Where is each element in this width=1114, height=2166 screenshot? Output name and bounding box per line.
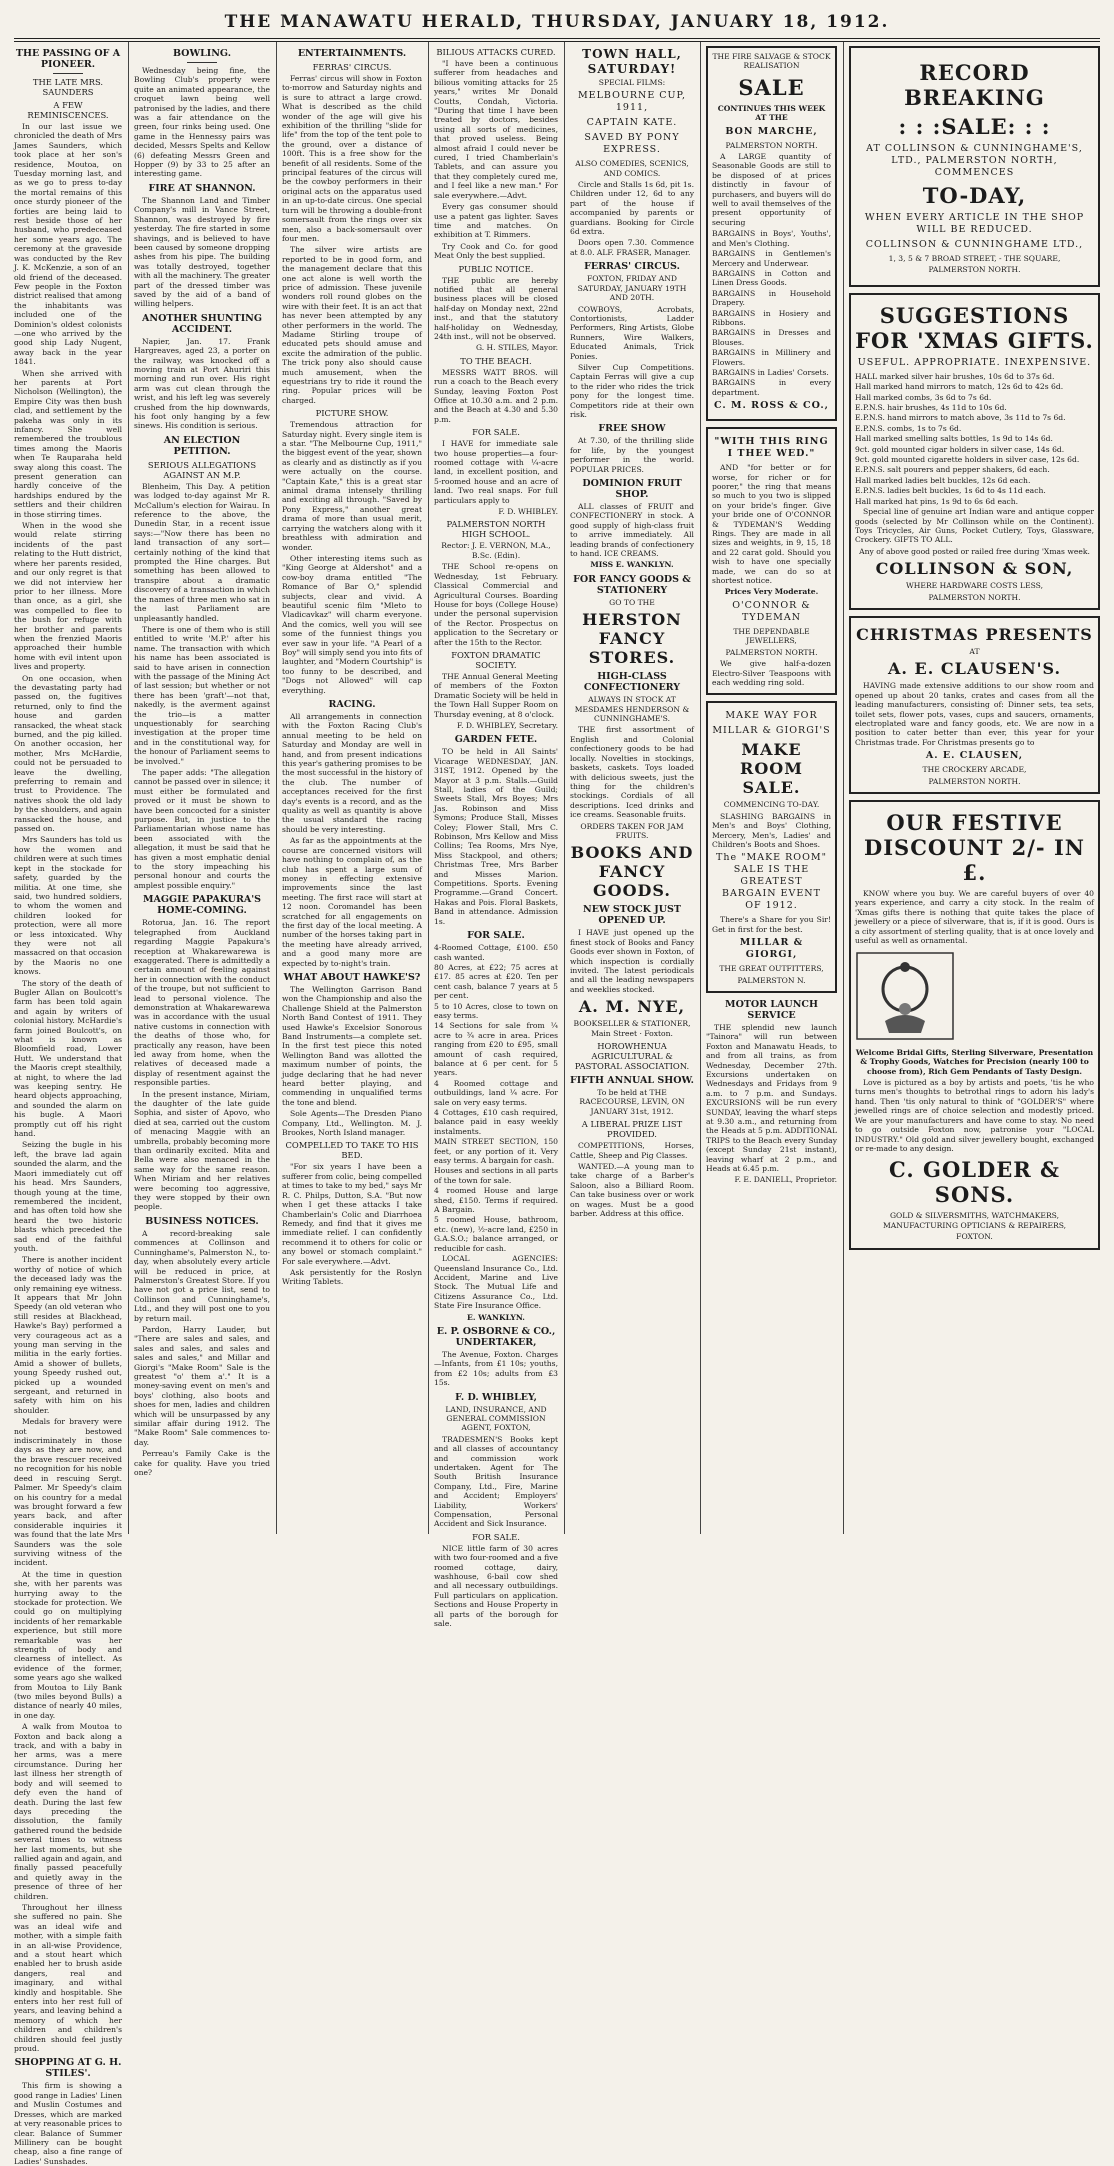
list-item: E.P.N.S. ladies belt buckles, 1s 6d to 4s 11d each.	[855, 486, 1046, 496]
ad-heading: AT COLLINSON & CUNNINGHAME'S, LTD., PALMERSTON NORTH, COMMENCES	[866, 143, 1083, 178]
ad-paragraph: Silver Cup Competitions. Captain Ferras will give a cup to the rider who rides the trick pony for the longest time. Competitors ride at their own risk.	[570, 362, 694, 419]
headline-business: BUSINESS NOTICES.	[145, 1215, 259, 1227]
ad-paragraph: COWBOYS, Acrobats, Contortionists, Ladder Performers, Ring Artists, Globe Runners, Wire Walkers, Educated Animals, Trick Ponies.	[570, 304, 694, 361]
subhead: PICTURE SHOW.	[315, 408, 389, 419]
ad-heading: PALMERSTON NORTH.	[928, 265, 1021, 275]
ad-heading: CONTINUES THIS WEEK AT THE	[717, 103, 826, 123]
article-paragraph: Throughout her illness she suffered no pain. She was an ideal wife and mother, with a simple faith in an all-wise Providence, and a stout heart which enabled her to brush aside dangers, real and imaginary, and withal kindly and hospitable. She enters into her rest full of years, and leaving behind a memory of which her children and children's children should feel justly proud.	[14, 1902, 122, 2054]
article-paragraph: Medals for bravery were not bestowed indiscriminately in those days as they are now, and the brave rescuer received no recognition for his noble deed in rescuing Sergt. Palmer. Mr Speedy's claim on his country for a medal was brought forward a few years back, and after considerable inquiries it was found that the late Mrs Saunders was the sole surviving witness of the incident.	[14, 1417, 122, 1568]
list-item: BARGAINS in Gentlemen's Mercery and Underwear.	[712, 249, 831, 268]
ad-heading: 1, 3, 5 & 7 BROAD STREET, - THE SQUARE,	[888, 254, 1061, 263]
article-paragraph: Rotorua, Jan. 16. The report telegraphed from Auckland regarding Maggie Papakura's reception at Whakarewarewa is exaggerated. There is admittedly a certain amount of feeling against her in connection with the conduct of the troupe, but not sufficient to lead to personal violence. The demonstration at Whakarewarewa was in accordance with the usual native customs in connection with the deaths of those who, for practically any reason, have been led away from home, when the relatives of deceased made a display of resentment against the responsible parties.	[134, 918, 270, 1088]
headline-entertainments: ENTERTAINMENTS.	[297, 48, 407, 59]
ad-paragraph: THE School re-opens on Wednesday, 1st February. Classical Commercial and Agricultural Courses. Boarding House for boys (College House) under the personal supervision of the Rector. Prospectus on application to the Secretary or after the 15th to the Rector.	[434, 562, 558, 647]
ad-paragraph: I HAVE just opened up the finest stock of Books and Fancy Goods ever shown in Foxton, of which inspection is cordially invited. The latest periodicals and all the leading newspapers and weeklies stocked.	[570, 928, 694, 994]
column-divider	[276, 42, 277, 1534]
headline-petition: AN ELECTION PETITION.	[163, 434, 241, 457]
list-item: BARGAINS in Ladies' Corsets.	[712, 367, 829, 377]
column-divider	[843, 42, 844, 1534]
ad-paragraph: MESSRS WATT BROS. will run a coach to the Beach every Sunday, leaving Foxton Post Office at 10.30 a.m. and 2 p.m. and the Beach at 4.30 and 5.30 p.m.	[434, 367, 558, 424]
article-paragraph: When she arrived with her parents at Port Nicholson (Wellington), the Empire City was then bush clad, and settlement by the pakeha was only in its infancy. She well remembered the troublous times among the Maoris when Te Rauparaha held sway along this coast. The present generation can hardly conceive of the hardships endured by the settlers and their children in those stirring times.	[14, 368, 122, 519]
column-divider	[700, 42, 701, 1534]
ad-heading: MAKE WAY FOR	[725, 710, 818, 722]
headline-stiles: SHOPPING AT G. H. STILES'.	[14, 2057, 122, 2080]
signature: F. E. DANIELL, Proprietor.	[734, 1175, 837, 1185]
subhead: THE LATE MRS. SAUNDERS	[32, 77, 104, 97]
list-item: E.P.N.S. combs, 1s to 7s 6d.	[855, 423, 962, 433]
ad-paragraph: HAVING made extensive additions to our show room and opened up about 20 tanks, crates and cases from all the leading manufacturers, consisting of: Dinner sets, tea sets, toilet sets, flower pots, vases, cups and saucers, ornaments, electroplated ware and fancy goods, etc. We are now in a position to cater better than ever, this year for your Christmas trade. For Christmas presents go to	[855, 681, 1094, 747]
clausen-signature: A. E. CLAUSEN,	[925, 750, 1024, 762]
ad-paragraph: I HAVE for immediate sale two house properties—a four-roomed cottage with ¼-acre land, in excellent position, and 5-roomed house and an acre of land. Two real snaps. For full particulars apply to	[434, 439, 558, 505]
subhead: SERIOUS ALLEGATIONS AGAINST AN M.P.	[147, 459, 257, 480]
article-paragraph: This firm is showing a good range in Ladies' Linen and Muslin Costumes and Dresses, which are marked at very reasonable prices to clear. Balance of Summer Millinery can be bought cheap, also a fine range of Ladies' Sunshades.	[14, 2081, 122, 2166]
subhead: PUBLIC NOTICE.	[458, 263, 534, 274]
ad-heading: COMMENCING TO-DAY.	[723, 800, 820, 810]
ad-heading: AT	[969, 646, 980, 656]
ad-paragraph: COMPETITIONS, Horses, Cattle, Sheep and Pig Classes.	[570, 1141, 694, 1160]
list-item: HALL marked silver hair brushes, 10s 6d to 37s 6d.	[855, 371, 1055, 381]
headline-circus: FERRAS' CIRCUS.	[584, 261, 680, 273]
show-details: To be held at THE RACECOURSE, LEVIN, ON JANUARY 31st, 1912.	[579, 1088, 685, 1116]
article-paragraph: There is another incident worthy of notice of which the deceased lady was the only remaining eye witness. It appears that Mr John Speedy (an old veteran who still resides at Blackhead, Hawke's Bay) performed a very courageous act as a young man serving in the militia in the early forties. Amid a shower of bullets, young Speedy rushed out, picked up a wounded sergeant, and returned in safety with him on his shoulder.	[14, 1255, 122, 1415]
list-item: MAIN STREET SECTION, 150 feet, or any portion of it. Very easy terms. A bargain for cash.	[434, 1137, 558, 1166]
subhead-small: Rector: J. E. VERNON, M.A., B.Sc. (Edin).	[441, 541, 551, 560]
headline-bowling: BOWLING.	[172, 48, 232, 59]
herston-title: HERSTON FANCY STORES.	[582, 610, 682, 668]
subhead: PALMERSTON NORTH HIGH SCHOOL.	[446, 519, 546, 540]
article-paragraph: Sole Agents—The Dresden Piano Company, Ltd., Wellington. M. J. Brookes, North Island manager.	[282, 1109, 422, 1138]
list-item: BARGAINS in every department.	[712, 378, 831, 397]
column-divider	[564, 42, 565, 1534]
list-item: 4-Roomed Cottage, £100. £50 cash wanted.	[434, 943, 558, 962]
ad-paragraph: THE public are hereby notified that all general business places will be closed half-day on Monday next, 22nd inst., and that the statutory half-holiday on Wednesday, 24th inst., will not be observed.	[434, 275, 558, 341]
signature: F. D. WHIBLEY, Secretary.	[457, 720, 558, 730]
subhead: FERRAS' CIRCUS.	[312, 62, 392, 72]
headline-pioneer: THE PASSING OF A PIONEER.	[15, 48, 121, 70]
saturday-title: SATURDAY!	[587, 62, 677, 77]
signature: E. WANKLYN.	[467, 1312, 525, 1322]
clausen-ad	[849, 616, 1100, 794]
headline-papakura: MAGGIE PAPAKURA'S HOME-COMING.	[143, 894, 261, 917]
ad-heading: PALMERSTON NORTH.	[928, 776, 1021, 786]
list-item: Houses and sections in all parts of the town for sale.	[434, 1166, 558, 1185]
column-divider	[128, 42, 129, 1534]
masthead-rule	[14, 38, 1100, 39]
headline-hawkes: WHAT ABOUT HAWKE'S?	[283, 971, 421, 983]
ad-heading: PALMERSTON NORTH.	[725, 140, 818, 150]
fire-salvage-ad	[706, 46, 837, 421]
article-paragraph: Pardon, Harry Lauder, but "There are sales and sales, and sales and sales, and sales and sales and sales," and Millar and Giorgi's "Make Room" Sale is the greatest "o' them a'." It is a money-saving event on men's and boys' clothing, also boots and shoes for men, ladies and children which will be unsurpassed by any similar affair during 1912. The "Make Room" Sale commences to-day.	[134, 1324, 270, 1447]
list-item: BARGAINS in Cotton and Linen Dress Goods.	[712, 268, 831, 288]
subhead: BILIOUS ATTACKS CURED.	[436, 47, 556, 57]
ad-paragraph: THE Annual General Meeting of members of the Foxton Dramatic Society will be held in the Town Hall Supper Room on Thursday evening, at 8 o'clock.	[434, 671, 558, 719]
headline-racing: RACING.	[328, 699, 376, 710]
ad-paragraph: Doors open 7.30. Commence at 8.0. ALF. FRASER, Manager.	[570, 238, 694, 257]
headline-confectionery: HIGH-CLASS CONFECTIONERY	[583, 671, 681, 694]
ad-heading: USEFUL. APPROPRIATE. INEXPENSIVE.	[857, 356, 1092, 368]
article-paragraph: At the time in question she, with her parents was hurrying away to the stockade for protection. We could go on multiplying incidents of her remarkable experience, but still more remarkable was her strength of body and clearness of intellect. As evidence of the former, some years ago she walked from Moutoa to Lily Bank (two miles beyond Bulls) a distance of nearly 40 miles, in one day.	[14, 1569, 122, 1720]
article-paragraph: "For six years I have been a sufferer from colic, being compelled at times to take to my bed," says Mr R. C. Philps, Dutton, S.A. "But now when I get these attacks I take Chamberlain's Colic and Diarrhoea Remedy, and find that it gives me immediate relief. I can confidently recommend it to others for colic or any bowel or stomach complaint." For sale everywhere.—Advt.	[282, 1162, 422, 1266]
column-7	[849, 44, 1100, 1534]
headline-accident: ANOTHER SHUNTING ACCIDENT.	[142, 312, 262, 335]
ad-paragraph: "I have been a continuous sufferer from headaches and bilious vomiting attacks for 25 years," writes Mr Donald Coutts, Condah, Victoria. "During that time I have been treated by doctors, besides using all sorts of medicines, that proved useless. Being almost afraid I could never be cured, I tried Chamberlain's Tablets, and can assure you that they completely cured me, and I feel like a new man." For sale everywhere.—Advt.	[434, 59, 558, 200]
subhead: FOXTON DRAMATIC SOCIETY.	[451, 649, 541, 670]
cupid-ring-illustration-icon	[855, 951, 955, 1041]
article-paragraph: Ask persistently for the Roslyn Writing Tablets.	[282, 1267, 422, 1287]
subhead: HOROWHENUA AGRICULTURAL & PASTORAL ASSOCIATION.	[574, 1041, 690, 1071]
column-6	[706, 44, 837, 1534]
subhead-small: FOXTON, FRIDAY AND SATURDAY, JANUARY 19TH AND 20TH.	[577, 274, 687, 303]
article-paragraph: Tremendous attraction for Saturday night. Every single item is a star. "The Melbourne Cup, 1911," the biggest event of the year, shown as clearly and as distinctly as if you were actually on the course. "Captain Kate," this is a great star animal drama intensely thrilling and exciting all through. "Saved by Pony Express," another great drama of more than usual merit, carrying the watchers along with it breathless with admiration and wonder.	[282, 420, 422, 552]
ad-paragraph: The Avenue, Foxton. Charges—Infants, from £1 10s; youths, from £2 10s; adults from £3 15s.	[434, 1349, 558, 1388]
special-films: SPECIAL FILMS:	[598, 77, 666, 87]
record-title: RECORD BREAKING	[904, 60, 1045, 110]
collinson-son: COLLINSON & SON,	[875, 559, 1074, 579]
article-paragraph: The paper adds: "The allegation cannot be passed over in silence; it must either be formulated and proved or it must be shown to have been concocted for a sinister purpose. But, in justice to the Parliamentarian whose name has been associated with the allegation, it must be said that he has given a most emphatic denial to the story impeaching his personal honour and courts the amplest possible enquiry."	[134, 768, 270, 890]
article-paragraph: As far as the appointments at the course are concerned visitors will have nothing to complain of, as the club has spent a large sum of money in effecting extensive improvements since the last meeting. The first race will start at 12 noon. Coromandel has been scratched for all engagements on the first day of the local meeting. A number of the horses taking part in the meeting have already arrived, and a good many more are expected by to-night's train.	[282, 836, 422, 968]
film-title: MELBOURNE CUP, 1911,	[577, 90, 687, 114]
subhead-small: ORDERS TAKEN FOR JAM FRUITS.	[580, 821, 684, 840]
list-item: Hall marked hand mirrors to match, 12s 6d to 42s 6d.	[855, 382, 1064, 392]
clausen-title: A. E. CLAUSEN'S.	[887, 659, 1062, 679]
article-paragraph: Perreau's Family Cake is the cake for quality. Have you tried one?	[134, 1449, 270, 1478]
ad-heading: PALMERSTON N.	[737, 975, 806, 985]
headline-freeshow: FREE SHOW	[598, 423, 666, 435]
ad-paragraph: Circle and Stalls 1s 6d, pit 1s. Children under 12, 6d to any part of the house if accompanied by parents or guardians. Booking for Circle 6d extra.	[570, 180, 694, 237]
subhead: TO THE BEACH.	[460, 355, 532, 366]
ad-paragraph: ALL classes of FRUIT and CONFECTIONERY in stock. A good supply of high-class fruit to arrive immediately. All leading brands of confectionery to hand. ICE CREAMS.	[570, 502, 694, 559]
article-paragraph: A record-breaking sale commences at Collinson and Cunninghame's, Palmerston N., to-day, when absolutely every article will be reduced in price, at Palmerston's Greatest Store. If you have not got a price list, send to Collinson and Cunninghame's, Ltd., and they will post one to you by return mail.	[134, 1228, 270, 1323]
article-paragraph: All arrangements in connection with the Foxton Racing Club's annual meeting to be held on Saturday and Monday are well in hand, and from present indications this year's gathering promises to be the most successful in the history of the club. The number of acceptances received for the first day's events is a record, and as the quality as well as quantity is above the usual standard the racing should be very interesting.	[282, 712, 422, 834]
article-paragraph: Other interesting items such as "King George at Aldershot" and a cow-boy drama entitled "The Romance of Bar O," splendid subjects, clear and vivid. A beautiful scenic film "Mleto to Vladicavkaz" will charm everyone. And the comics, well you will see some of the funniest things you ever saw in your life. "A Pearl of a Boy" will simply send you into fits of laughter, and "Modern Courtship" is too funny to be described, and "Dogs not Allowed" will cap everything.	[282, 553, 422, 695]
list-item: E.P.N.S. salt pourers and pepper shakers, 6d each.	[855, 465, 1050, 475]
record-breaking-ad	[849, 46, 1100, 287]
list-item: BARGAINS in Millinery and Flowers.	[712, 348, 831, 367]
list-item: 14 Sections for sale from ¼ acre to ¾ acre in area. Prices ranging from £20 to £95, small amount of cash required, balance at 6 per cent. for 5 years.	[434, 1021, 558, 1078]
signature: F. D. WHIBLEY.	[498, 507, 558, 517]
masthead-rule-2	[14, 41, 1100, 42]
suggestions-title: SUGGESTIONS FOR 'XMAS GIFTS.	[855, 302, 1094, 353]
subhead: FOR SALE.	[472, 1531, 520, 1542]
ad-heading: MILLAR & GIORGI,	[739, 937, 804, 961]
ad-paragraph: There's a Share for you Sir! Get in first for the best.	[712, 915, 831, 934]
list-item: E.P.N.S. hair brushes, 4s 11d to 10s 6d.	[855, 403, 1007, 413]
golder-title: C. GOLDER & SONS.	[889, 1157, 1060, 1208]
ad-paragraph: Love is pictured as a boy by artists and poets, 'tis he who turns men's thoughts to betrothal rings to adorn his lady's hand. Then 'tis only natural to think of "GOLDER'S" where jewelled rings are of choice selection and modestly priced. We are your manufacturers and have come to stay. No need to go outside Foxton now, patronise your "LOCAL INDUSTRY." Old gold and silver jewellery bought, exchanged or re-made to any design.	[855, 1078, 1094, 1153]
headline-launch: MOTOR LAUNCH SERVICE	[725, 998, 818, 1021]
subhead-small: ALWAYS IN STOCK AT MESDAMES HENDERSON & CUNNINGHAME'S.	[574, 695, 690, 724]
ad-heading: The "MAKE ROOM" SALE IS THE GREATEST BARGAIN EVENT OF 1912.	[716, 852, 827, 912]
article-paragraph: Napier, Jan. 17. Frank Hargreaves, aged 23, a porter on the railway, was knocked off a moving train at Port Ahuriri this morning and run over. His right arm was cut clean through the wrist, and his left leg was severely crushed from the hip downwards, his foot only hanging by a few sinews. His condition is serious.	[134, 336, 270, 431]
ad-heading: WHEN EVERY ARTICLE IN THE SHOP WILL BE REDUCED.	[864, 212, 1085, 235]
ad-paragraph: Special line of genuine art Indian ware and antique copper goods (selected by Mr Collinson while on the Continent). Toys Tricycles, Air Guns, Pocket Cutlery, Toys, Glassware, Crockery. GIFTS TO ALL.	[855, 507, 1094, 545]
list-item: Hall marked hat pins, 1s 9d to 6s 6d each.	[855, 496, 1019, 506]
ad-paragraph: LOCAL AGENCIES: Queensland Insurance Co., Ltd. Accident, Marine and Live Stock. The Mutual Life and Citizens Assurance Co., Ltd. State Fire Insurance Office.	[434, 1254, 558, 1311]
list-item: 4 roomed House and large shed, £150. Terms if required. A Bargain.	[434, 1186, 558, 1215]
ad-paragraph: KNOW where you buy. We are careful buyers of over 40 years experience, and carry a city stock. In the realm of 'Xmas gifts there is nothing that quite takes the place of jewellery or a piece of silverware, that is, if it is good. Ours is a city assortment of sterling quality, that is at once lovely and useful as well as ornamental.	[855, 889, 1094, 946]
sale-list	[434, 943, 558, 1253]
subhead: A FEW REMINISCENCES.	[27, 100, 109, 120]
ad-paragraph: WANTED.—A young man to take charge of a Barber's Saloon, also a Billiard Room. Can take business over or work on wages. Must be a good barber. Address at this office.	[570, 1162, 694, 1219]
subhead: A LIBERAL PRIZE LIST PROVIDED.	[581, 1119, 683, 1140]
ad-paragraph: NICE little farm of 30 acres with two four-roomed and a five roomed cottage, dairy, washhouse, 6-bail cow shed and all necessary outbuildings. Full particulars on application. Sections and House Property in all parts of the borough for sale.	[434, 1543, 558, 1629]
subhead: FOR SALE.	[472, 427, 520, 438]
article-paragraph: When in the wood she would relate stirring incidents of the past relating to the Hutt district, where her parents resided, and our only regret is that we did not interview her prior to her illness. More than once, as a girl, she was compelled to flee to the bush for refuge with her brother and parents when the frenzied Maoris approached their humble home with evil intent upon lives and property.	[14, 521, 122, 672]
sale-title: : : :SALE: : :	[898, 114, 1051, 139]
film-extra: ALSO COMEDIES, SCENICS, AND COMICS.	[575, 159, 689, 178]
list-item: BARGAINS in Household Drapery.	[712, 288, 831, 308]
ad-paragraph: Try Cook and Co. for good Meat Only the best supplied.	[434, 241, 558, 261]
masthead: THE MANAWATU HERALD, THURSDAY, JANUARY 18, 1912.	[224, 12, 890, 32]
column-divider	[428, 42, 429, 1534]
ad-paragraph: AND "for better or for worse, for richer or for poorer," the ring that means so much to you two is slipped on your bride's finger. Give your bride one of O'CONNOR & TYDEMAN'S Wedding Rings. They are made in all sizes and weights, in 9, 15, 18 and 22 carat gold. Should you wish to have one specially made, we can do so at shortest notice.	[712, 463, 831, 586]
article-paragraph: The Shannon Land and Timber Company's mill in Vance Street, Shannon, was destroyed by fire yesterday. The fire started in some shavings, and is believed to have been caused by someone dropping ashes from his pipe. The building was totally destroyed, together with all the machinery. The greater part of the dressed timber was saved by the aid of a band of willing helpers.	[134, 195, 270, 309]
make-room-title: MAKE ROOM SALE.	[740, 740, 803, 798]
subhead-small: GO TO THE	[609, 597, 655, 607]
list-item: 5 to 10 Acres, close to town on easy terms.	[434, 1001, 558, 1020]
ad-paragraph: THE splendid new launch "Tainora" will run between Foxton and Manawatu Heads, to and from all trains, as from Wednesday, December 27th. Excursions undertaken on Wednesdays and Fridays from 9 a.m. to 7 p.m. and Sundays. EXCURSIONS will be run every SUNDAY, leaving the wharf steps at 9.30 a.m., and returning from the Heads at 5 p.m. ADDITIONAL TRIPS to the Beach every Sunday (except Sunday 21st instant), leaving wharf at 2 p.m., and Heads at 6.45 p.m.	[706, 1022, 837, 1174]
ad-heading: Prices Very Moderate.	[724, 587, 819, 597]
town-hall-title: TOWN HALL,	[582, 47, 682, 61]
headline-forsale: FOR SALE.	[467, 930, 525, 942]
ad-heading: FOXTON.	[956, 1232, 993, 1242]
ad-paragraph: Any of above good posted or railed free during 'Xmas week.	[859, 546, 1090, 556]
signature: G. H. STILES, Mayor.	[475, 343, 558, 353]
signature: MISS E. WANKLYN.	[590, 560, 674, 570]
jeweller-name: O'CONNOR & TYDEMAN	[732, 599, 811, 623]
list-item: 4 Roomed cottage and outbuildings, land ¼ acre. For sale on very easy terms.	[434, 1078, 558, 1107]
ad-heading: PALMERSTON NORTH.	[725, 647, 818, 657]
ad-heading: GOLD & SILVERSMITHS, WATCHMAKERS, MANUFACTURING OPTICIANS & REPAIRERS,	[882, 1211, 1067, 1230]
ad-paragraph: TO be held in All Saints' Vicarage WEDNESDAY, JAN. 31ST, 1912. Opened by the Mayor at 3 p.m. Stalls.—Guild Stall, ladies of the Guild; Sweets Stall, Mrs Boyes; Mrs Jas. Robinson and Miss Symons; Produce Stall, Misses Coley; Flower Stall, Mrs C. Robinson, Mrs Kellow and Miss Collins; Tea Rooms, Mrs Nye, Miss Stackpool, and others; Christmas Tree, Mrs Barber and Misses Marion. Competitions. Sports. Evening Programme.—Grand Concert. Hakas and Pois. Floral Baskets, Band in attendance. Admission 1s.	[434, 747, 558, 926]
make-room-ad	[706, 701, 837, 993]
nye-title: A. M. NYE,	[578, 997, 686, 1017]
ad-paragraph: THE first assortment of English and Colonial confectionery goods to be had locally. Novelties in stockings, baskets, caskets. Toys loaded with delicious sweets, just the thing for the children's stockings. Cordials of all descriptions. Iced drinks and ice creams. Seasonable fruits.	[570, 725, 694, 820]
film-title: CAPTAIN KATE.	[586, 117, 678, 129]
column-2	[134, 44, 270, 1534]
headline-show: FIFTH ANNUAL SHOW.	[570, 1075, 694, 1086]
ad-paragraph: SLASHING BARGAINS in Men's and Boys' Clothing, Mercery, Men's, Ladies' and Children's Boots and Shoes.	[712, 811, 831, 849]
ring-title: "WITH THIS RING I THEE WED."	[714, 436, 829, 460]
ad-heading: THE DEPENDABLE JEWELLERS,	[733, 626, 810, 646]
headline-newstock: NEW STOCK JUST OPENED UP.	[583, 904, 681, 927]
subhead-small: LAND, INSURANCE, AND GENERAL COMMISSION AGENT, FOXTON,	[445, 1404, 547, 1433]
headline-fancygoods: FOR FANCY GOODS & STATIONERY	[573, 573, 691, 596]
column-1	[14, 44, 122, 2166]
list-item: Hall marked combs, 3s 6d to 7s 6d.	[855, 392, 992, 402]
list-item: 4 Cottages, £10 cash required, balance paid in easy weekly instalments.	[434, 1108, 558, 1136]
headline-osborne: E. P. OSBORNE & CO., UNDERTAKER,	[436, 1325, 556, 1348]
headline-fire: FIRE AT SHANNON.	[148, 182, 256, 194]
column-3	[282, 44, 422, 1534]
ad-heading: PALMERSTON NORTH.	[928, 592, 1021, 602]
ross-signature: C. M. ROSS & CO.,	[714, 400, 829, 412]
ad-heading: COLLINSON & CUNNINGHAME LTD.,	[865, 239, 1084, 250]
list-item: Hall marked ladies belt buckles, 12s 6d each.	[855, 475, 1031, 485]
article-paragraph: On one occasion, when the devastating party had passed on, the fugitives returned, only to find the house and garden ransacked, the wheat stack burned, and the pig killed. On another occasion, her mother, Mrs McHardie, could not be persuaded to leave the dwelling, preferring to remain and trust to Providence. The natives shook the old lady by the shoulders, and again ransacked the house, and passed on.	[14, 673, 122, 834]
subhead: COMPELLED TO TAKE TO HIS BED.	[285, 1140, 419, 1161]
article-paragraph: Mrs Saunders has told us how the women and children were at such times kept in the stockade for safety, guarded by the militia. At one time, she said, two hundred soldiers, to whom the women and children looked for protection, were all more or less intoxicated. Why they were not all massacred on that occasion by the Maoris no one knows.	[14, 835, 122, 977]
ad-paragraph: A LARGE quantity of Seasonable Goods are still to be disposed of at prices distinctly in favour of purchasers, and buyers will do well to avail themselves of the present opportunity of securing	[712, 152, 831, 227]
list-item: 5 roomed House, bathroom, etc. (new), ½-acre land, £250 in G.A.S.O.; balance arranged, or reducible for cash.	[434, 1215, 558, 1253]
list-item: 9ct. gold mounted cigarette holders in silver case, 12s 6d.	[855, 455, 1080, 465]
today-title: TO-DAY,	[922, 183, 1027, 208]
ad-heading: THE FIRE SALVAGE & STOCK REALISATION	[712, 52, 831, 71]
gift-list	[855, 372, 1094, 506]
headline-whibley: F. D. WHIBLEY,	[455, 1391, 537, 1403]
article-paragraph: Blenheim, This Day. A petition was lodged to-day against Mr R. McCallum's election for Wairau. In reference to the above, the Dunedin Star, in a recent issue says:—"Now there has been no land transaction of any sort—certainly nothing of the kind that prompted the Hine charges. But something has been allowed to transpire about a dramatic discovery of a transaction in which the names of three men who sat in the last Parliament are unpleasantly handled.	[134, 481, 270, 623]
list-item: 80 Acres, at £22; 75 acres at £17. 85 acres at £20. Ten per cent cash, balance 7 years at 5 per cent.	[434, 962, 558, 1001]
list-item: BARGAINS in Dresses and Blouses.	[712, 328, 831, 347]
ad-paragraph: Every gas consumer should use a patent gas lighter. Saves time and matches. On exhibition at T. Rimmers.	[434, 202, 558, 240]
ad-heading: THE CROCKERY ARCADE,	[922, 765, 1027, 775]
ad-paragraph: TRADESMEN'S Books kept and all classes of accountancy and commission work undertaken. Agent for The South British Insurance Company, Ltd., Fire, Marine and Accident; Employers' Liability, Workers' Compensation, Personal Accident and Sick Insurance.	[434, 1434, 558, 1529]
sale-word: SALE	[738, 74, 805, 100]
festive-title: OUR FESTIVE DISCOUNT 2/- IN £.	[864, 810, 1085, 885]
article-paragraph: Wednesday being fine, the Bowling Club's property were quite an animated appearance, the croquet lawn being well patronised by the ladies, and there was a fair attendance on the green, four rinks being used. One game in the Hennessy pairs was decided, Messrs Spelts and Kellow (6) defeating Messrs Green and Hopper (9) by 33 to 25 after an interesting game.	[134, 66, 270, 179]
ring-ad	[706, 427, 837, 695]
list-item: BARGAINS in Boys', Youths', and Men's Clothing.	[712, 229, 831, 248]
list-item: Hall marked smelling salts bottles, 1s 9d to 14s 6d.	[855, 434, 1053, 444]
subhead-small: BOOKSELLER & STATIONER, Main Street · Foxton.	[573, 1019, 691, 1038]
article-paragraph: There is one of them who is still entitled to write 'M.P.' after his name. The transaction with which his name has been associated is said to have arisen in connection with the passage of the Mining Act of last session; but whether or not there has been 'graft'—not that, nakedly, is the averment against the trio—is a matter unquestionably for searching investigation at the proper time and in the constitutional way, for the honour of Parliament seems to be involved."	[134, 624, 270, 766]
article-paragraph: A walk from Moutoa to Foxton and back along a track, and with a baby in her arms, was a mere circumstance. During her last illness her strength of body and will seemed to defy even the hand of death. During the last few days preceding the dissolution, the family gathered round the bedside several times to witness her last moments, but she rallied again and again, and finally passed peacefully and quietly away in the presence of three of her children.	[14, 1722, 122, 1901]
headline-fete: GARDEN FETE.	[454, 734, 538, 746]
christmas-title: CHRISTMAS PRESENTS	[856, 624, 1093, 644]
ad-heading: MILLAR & GIORGI'S	[712, 725, 831, 737]
article-paragraph: The Wellington Garrison Band won the Championship and also the Challenge Shield at the Palmerston North Band Contest of 1911. They used Hawke's Excelsior Sonorous Band Instruments—a complete set. In the first test piece this noted Wellington Band was allotted the maximum number of points, the judge declaring that he had never heard better playing, and commending in unqualified terms the tone and blend.	[282, 984, 422, 1107]
article-paragraph: In the present instance, Miriam, the daughter of the late guide Sophia, and sister of Apovo, who died at sea, carried out the custom of menacing Maggie with an umbrella, probably becoming more than ordinarily excited. Mita and Bella were also menaced in the same way for the same reason. When Miriam and her relatives were becoming too aggressive, they were stopped by their own people.	[134, 1089, 270, 1212]
film-title: SAVED BY PONY EXPRESS.	[584, 132, 680, 156]
ad-heading: THE GREAT OUTFITTERS,	[719, 964, 824, 974]
bargain-list	[712, 229, 831, 397]
ad-paragraph: At 7.30, of the thrilling slide for life, by the youngest performer in the world. POPULAR PRICES.	[570, 436, 694, 474]
article-paragraph: In our last issue we chronicled the death of Mrs James Saunders, which took place at her son's residence, Moutoa, on Tuesday morning last, and as we go to press to-day the mortal remains of this once sturdy pioneer of the forties are being laid to rest beside those of her husband, who predeceased her some years ago. The ceremony at the graveside was conducted by the Rev J. K. McKenzie, a son of an old friend of the deceased. Few people in the Foxton district realised that among the inhabitants was included one of the Dominion's oldest colonists—one who arrived by the good ship Lady Nugent, away back in the year 1841.	[14, 122, 122, 367]
golder-ad	[849, 800, 1100, 1250]
column-4	[434, 44, 558, 1629]
bon-marche: BON MARCHE,	[725, 125, 818, 137]
ad-paragraph: We give half-a-dozen Electro-Silver Teaspoons with each wedding ring sold.	[712, 659, 831, 687]
article-paragraph: Seizing the bugle in his left, the brave lad again sounded the alarm, and the Maori immediately cut off his head. Mrs Saunders, though young at the time, remembered the incident, and has often told how she heard the two historic blasts which preceded the sad end of the faithful youth.	[14, 1140, 122, 1253]
column-5	[570, 44, 694, 1534]
xmas-gifts-ad	[849, 293, 1100, 610]
list-item: E.P.N.S. hand mirrors to match above, 3s 11d to 7s 6d.	[855, 413, 1066, 423]
article-paragraph: The story of the death of Bugler Allan on Boulcott's farm has been told again and again by writers of colonial history. McHardie's farm joined Boulcott's, on what is known as Bloomfield road, Lower Hutt. We understand that the Maoris crept stealthily, at night, to where the lad was keeping sentry. He heard objects approaching, and sounded the alarm on his bugle. A Maori promptly cut off his right hand.	[14, 978, 122, 1139]
article-paragraph: Ferras' circus will show in Foxton to-morrow and Saturday nights and is sure to attract a large crowd. What is described as the child wonder of the age will give his exhibition of the thrilling "slide for life" from the top of the tent pole to the ground, over a distance of 100ft. This is a free show for the benefit of all residents. Some of the principal features of the circus will be the cowboy performers in their original acts on the apparatus used in an up-to-date circus. One special turn will be throwing a double-front somersault from the rings over six men, also a back-somersault over four men.	[282, 74, 422, 243]
list-item: 9ct. gold mounted cigar holders in silver case, 14s 6d.	[855, 444, 1065, 454]
ad-heading: WHERE HARDWARE COSTS LESS,	[905, 581, 1044, 591]
list-item: BARGAINS in Hosiery and Ribbons.	[712, 308, 831, 327]
article-paragraph: The silver wire artists are reported to be in good form, and the management declare that this one act alone is well worth the price of admission. These juvenile wonders roll round globes on the wire with their feet. It is an act that has never been attempted by any other performers in the world. The Madame Stirling troupe of educated pets should amuse and excite the admiration of the public. The trick pony also should cause much amusement, when the equestrians try to ride it round the ring. Popular prices will be charged.	[282, 245, 422, 405]
ad-heading: Welcome Bridal Gifts, Sterling Silverware, Presentation & Trophy Goods, Watches for Precision (nearly 100 to choose from), Rich Gem Pendants of Tasty Design.	[855, 1047, 1094, 1076]
headline-fruitshop: DOMINION FRUIT SHOP.	[582, 478, 682, 500]
books-title: BOOKS AND FANCY GOODS.	[570, 843, 694, 901]
